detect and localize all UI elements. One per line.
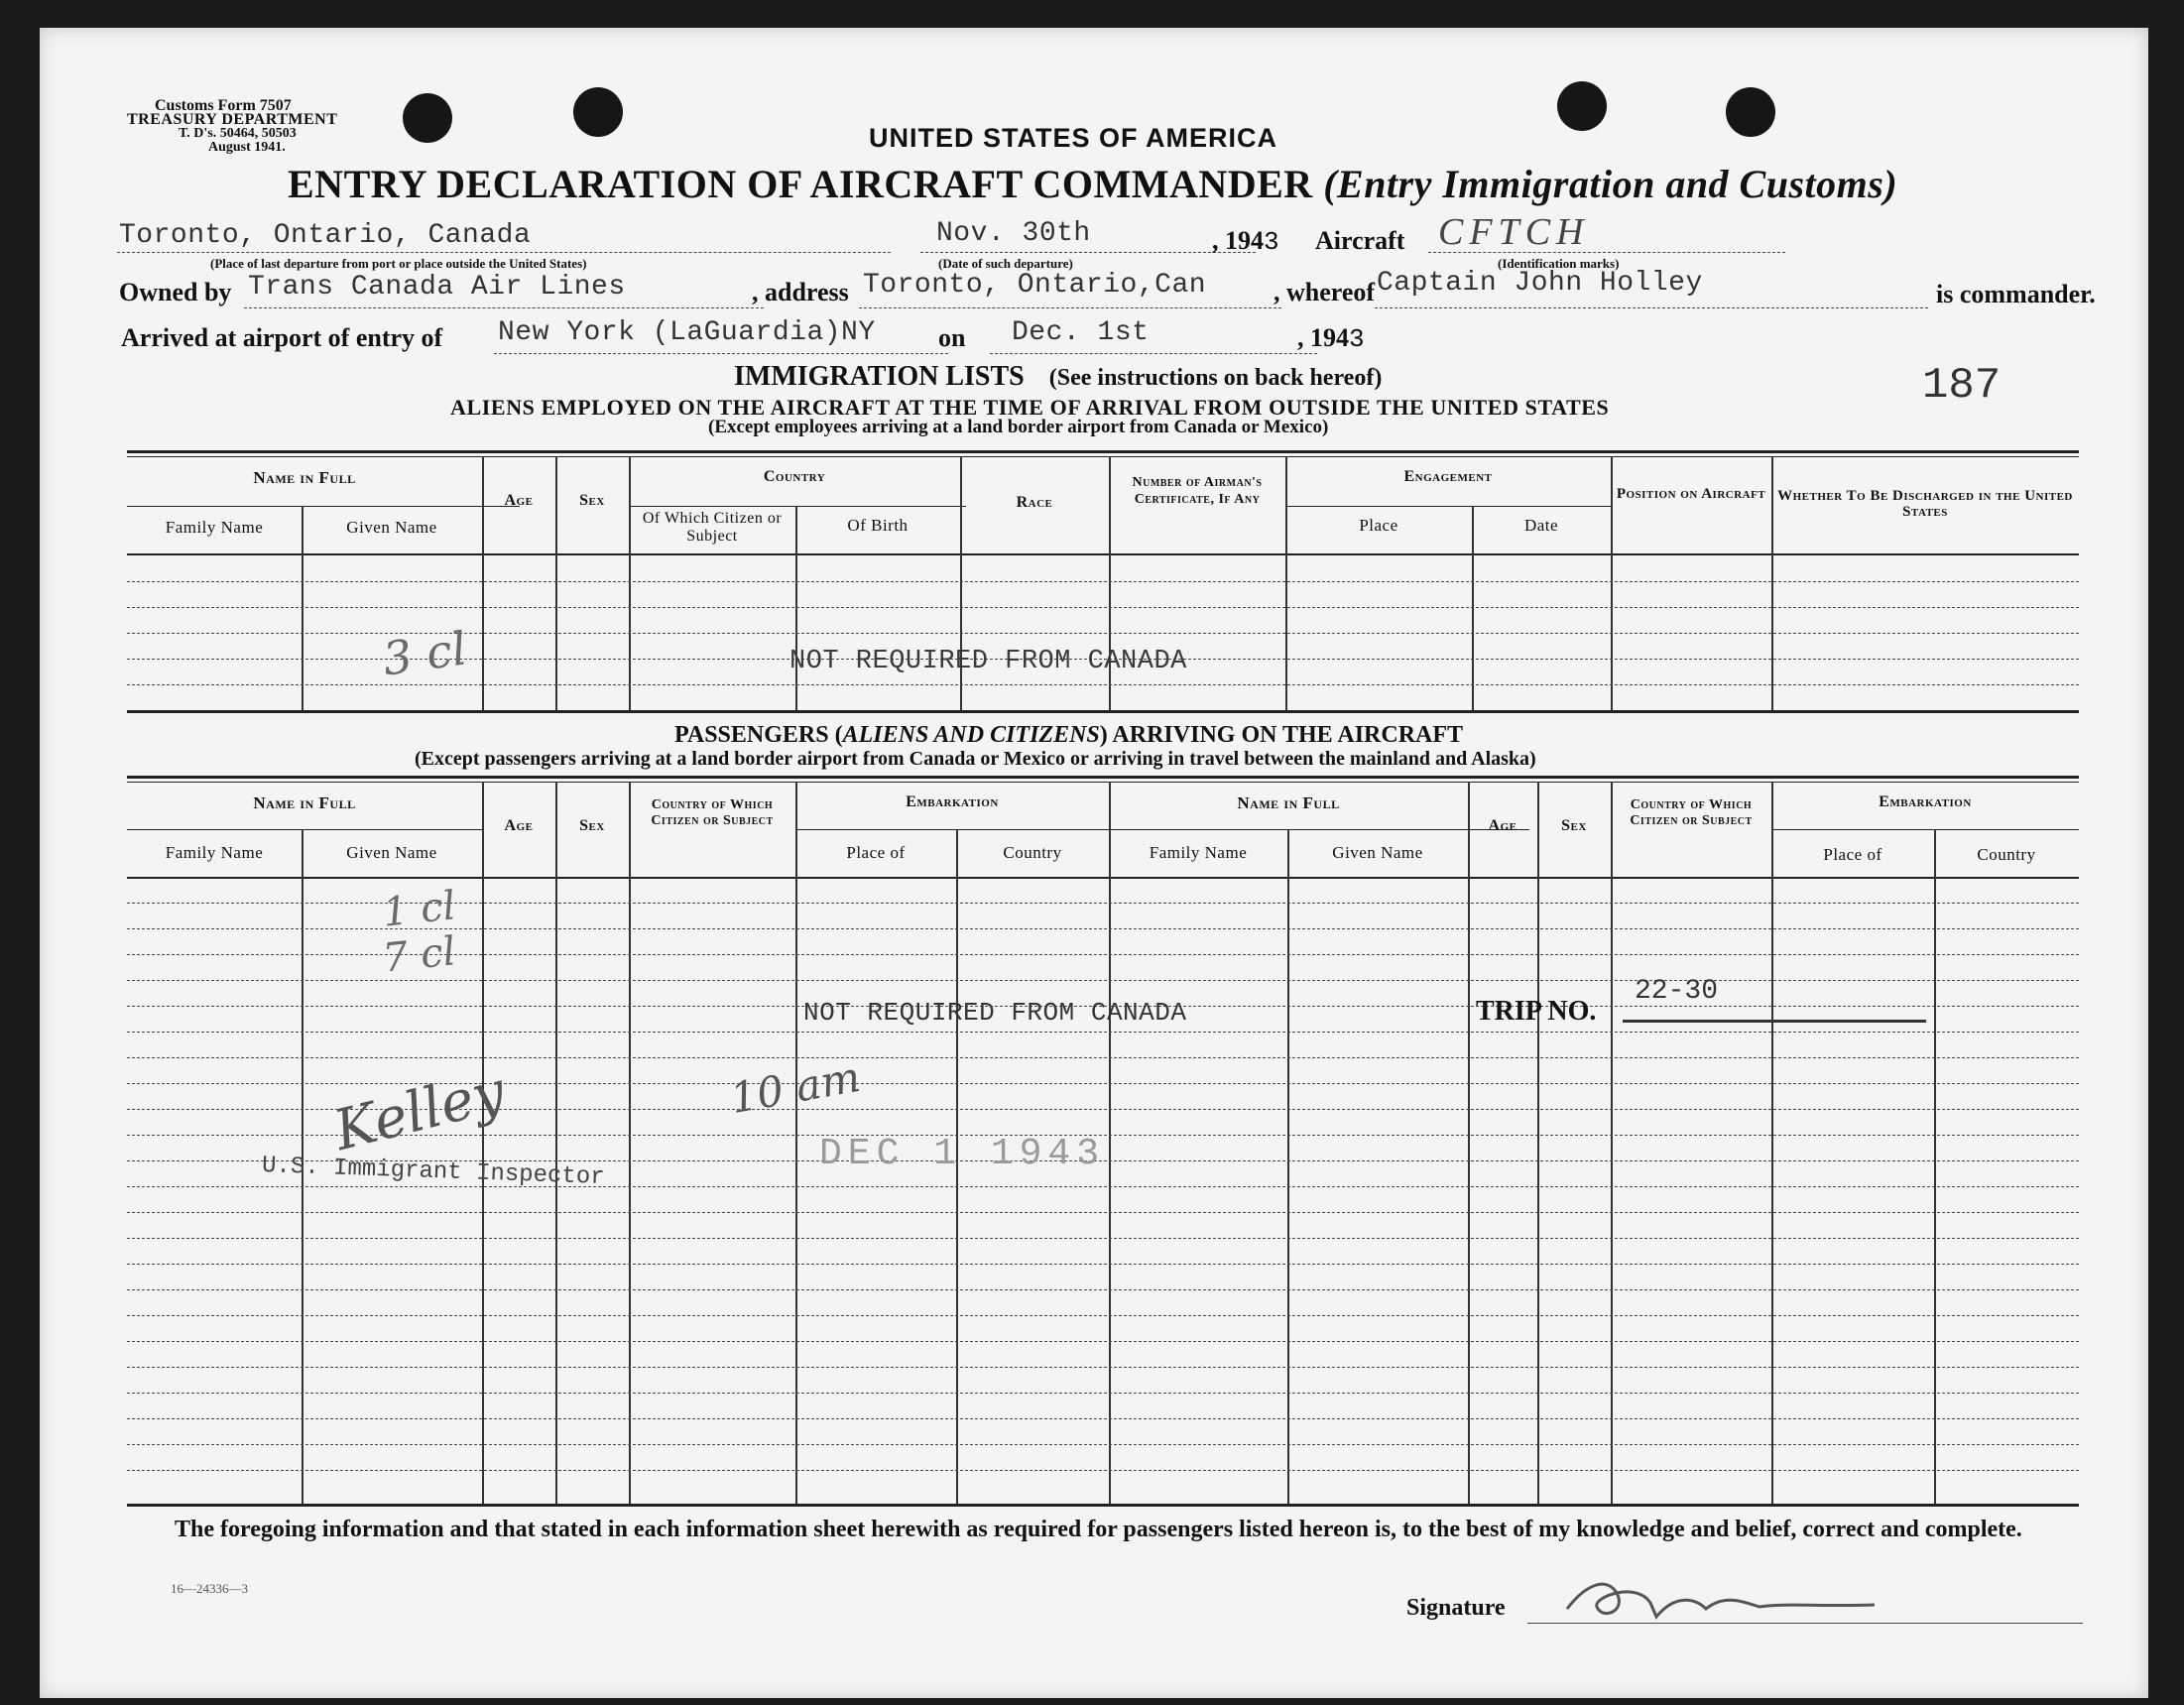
print-code: 16—24336—3 [171,1581,248,1596]
pcol-citizen-of: Country of Which Citizen or Subject [651,797,774,828]
pcol-name-in-full: Name in Full [253,793,356,812]
arrived-label: Arrived at airport of entry of [121,323,443,352]
owner-address: Toronto, Ontario,Can [863,270,1207,301]
arrival-year-digit: 3 [1349,324,1365,354]
signature-label: Signature [1406,1595,1506,1621]
form-page [40,28,2148,1698]
whereof-label: , whereof [1274,278,1376,306]
col-engagement: Engagement [1403,468,1493,485]
address-label: , address [752,278,849,306]
passengers-title: PASSENGERS (ALIENS AND CITIZENS) ARRIVING ON THE AIRCRAFT [674,722,1464,748]
arrival-airport: New York (LaGuardia)NY [498,317,876,348]
col-sex: Sex [579,492,605,509]
signature-scrawl [1547,1563,1904,1633]
departure-date: Nov. 30th [936,218,1091,249]
col-country: Country [763,468,826,485]
aircraft-marks: CFTCH [1438,211,1590,253]
treasury-decisions: T. D's. 50464, 50503 [179,126,297,141]
departure-place: Toronto, Ontario, Canada [119,220,532,251]
immigration-pencil-note: 3 cl [379,621,470,686]
passengers-stamp: NOT REQUIRED FROM CANADA [803,998,1187,1028]
inspector-title: U.S. Immigrant Inspector [261,1152,606,1192]
pcol-country-2: Country [1977,845,2036,864]
department: TREASURY DEPARTMENT [127,111,338,128]
pcol-sex: Sex [579,817,605,834]
on-label: on [938,323,966,352]
pcol-given-name-2: Given Name [1332,843,1423,862]
pcol-age: Age [504,817,534,834]
pcol-family-name: Family Name [165,843,264,862]
form-date: August 1941. [208,140,286,155]
immigration-line3: (Except employees arriving at a land border airport from Canada or Mexico) [708,417,1329,437]
title-main: ENTRY DECLARATION OF AIRCRAFT COMMANDER [288,162,1313,206]
commander-suffix: is commander. [1936,280,2096,308]
inspector-scrawl: Kelley [327,1058,512,1164]
pcol-age-2: Age [1488,817,1517,834]
title-sub: (Entry Immigration and Customs) [1323,162,1898,206]
document-title [288,161,1897,207]
col-of-birth: Of Birth [847,516,909,535]
date-stamp: DEC 1 1943 [819,1133,1106,1175]
form-number: Customs Form 7507 [155,97,292,114]
pcol-family-name-2: Family Name [1149,843,1248,862]
col-place: Place [1359,516,1398,535]
col-position: Position on Aircraft [1616,486,1766,502]
pcol-name-in-full-2: Name in Full [1237,793,1340,812]
arrival-date: Dec. 1st [1012,317,1150,348]
col-airman-cert: Number of Airman's Certificate, If Any [1132,475,1263,507]
punch-hole [403,93,452,143]
departure-place-caption: (Place of last departure from port or place outside the United States) [210,256,587,271]
departure-year-digit: 3 [1264,227,1279,257]
owner: Trans Canada Air Lines [248,272,626,303]
col-age: Age [504,492,534,509]
certification-text: The foregoing information and that stated in each information sheet herewith as required for passengers listed hereon is, to the best of my knowledge and belief, correct and complete. [175,1517,2022,1542]
arrival-year: , 1943 [1297,323,1365,354]
immigration-line2: ALIENS EMPLOYED ON THE AIRCRAFT AT THE TIME OF ARRIVAL FROM OUTSIDE THE UNITED STATES [450,395,1610,420]
trip-number: 22-30 [1635,976,1719,1007]
col-given-name: Given Name [346,518,437,537]
pcol-given-name: Given Name [346,843,437,862]
record-number: 187 [1922,361,2002,411]
col-family-name: Family Name [165,518,264,537]
punch-hole [1557,81,1607,131]
time-note: 10 am [726,1051,864,1124]
trip-label: TRIP NO. [1476,996,1597,1027]
immigration-title: IMMIGRATION LISTS (See instructions on back hereof) [734,361,1383,392]
departure-year: , 1943 [1212,226,1279,257]
pcol-country: Country [1003,843,1062,862]
col-date: Date [1523,516,1559,535]
col-discharged: Whether To Be Discharged in the United States [1777,488,2073,520]
country-title: UNITED STATES OF AMERICA [869,123,1277,153]
passengers-line2: (Except passengers arriving at a land border airport from Canada or Mexico or arriving in travel between the mainland and Alaska) [415,748,1536,770]
col-name-in-full: Name in Full [253,468,356,487]
pcol-place-of-2: Place of [1823,845,1882,864]
col-citizen-of: Of Which Citizen or Subject [642,510,783,545]
passenger-pencil-2: 7 cl [380,928,458,982]
commander-name: Captain John Holley [1377,268,1703,299]
pcol-embarkation-2: Embarkation [1879,793,1972,810]
owned-by-label: Owned by [119,278,232,306]
aircraft-caption: (Identification marks) [1498,256,1620,271]
pcol-place-of: Place of [846,843,906,862]
departure-date-caption: (Date of such departure) [938,256,1073,271]
col-race: Race [1016,494,1053,511]
pcol-sex-2: Sex [1561,817,1587,834]
aircraft-label: Aircraft [1315,226,1405,255]
punch-hole [1726,87,1775,137]
pcol-embarkation: Embarkation [906,793,999,810]
passenger-pencil-1: 1 cl [380,883,458,936]
punch-hole [573,87,623,137]
immigration-stamp: NOT REQUIRED FROM CANADA [789,647,1187,676]
pcol-citizen-of-2: Country of Which Citizen or Subject [1630,797,1753,828]
